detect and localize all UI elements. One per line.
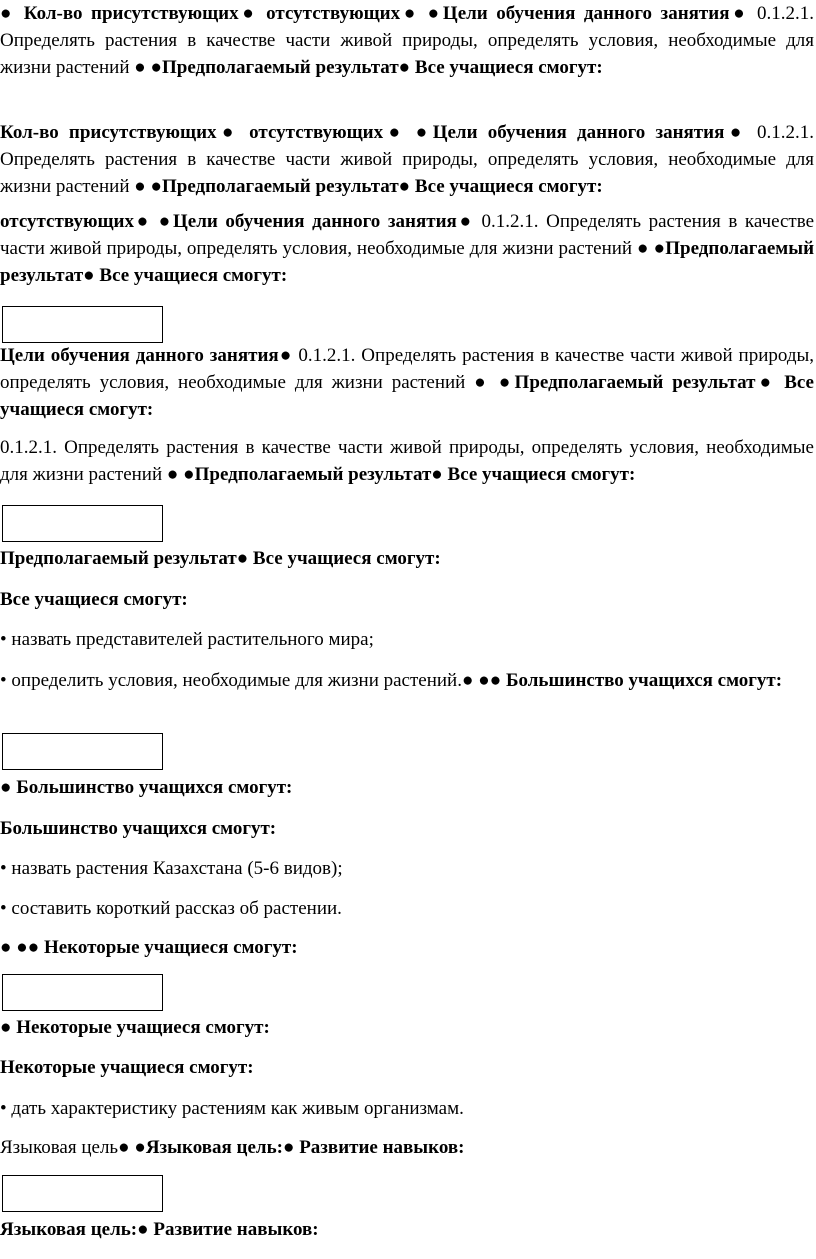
expected-result-label: Предполагаемый результат [194, 464, 432, 485]
language-goal-line [0, 1134, 816, 1161]
all-students-label: Все учащиеся смогут: [414, 176, 603, 197]
objective-text: 0.1.2.1. Определять растения в качестве части живой природы, определять условия, необходимые для жизни растений [0, 345, 815, 393]
bullet-icon: ● [456, 211, 474, 232]
language-goal-plain: Языковая цель [0, 1137, 119, 1158]
language-goal-label: Языковая цель: [0, 1219, 138, 1240]
paragraph-5 [0, 434, 816, 488]
list-item [0, 626, 816, 653]
bullet-icon: ● [637, 238, 649, 259]
bullet-icon: ● [118, 1137, 130, 1158]
bullet-icon: ● [755, 372, 776, 393]
bullet-icon: ● [0, 3, 16, 24]
expected-result-label: Предполагаемый результат [161, 57, 399, 78]
empty-table-cell [2, 733, 163, 770]
bullet-icon: ● [216, 122, 239, 143]
objective-text: 0.1.2.1. Определять растения в качестве части живой природы, определять условия, необходимые для жизни растений [0, 3, 815, 78]
expected-result-label: Предполагаемый результат [514, 372, 756, 393]
bullet-icon: ● [729, 3, 749, 24]
all-students-label: Все учащиеся смогут: [414, 57, 603, 78]
bullet-icon: ● [83, 265, 95, 286]
some-students-heading [0, 1054, 816, 1081]
most-students-heading [0, 815, 816, 842]
learning-objectives-label: Цели обучения данного занятия [173, 211, 457, 232]
learning-objectives-label: Цели обучения данного занятия [442, 3, 730, 24]
bullet-icon: ● [398, 176, 411, 197]
all-students-label: Все учащиеся смогут: [252, 548, 441, 569]
some-students-label: Некоторые учащиеся смогут: [16, 1017, 270, 1038]
empty-table-cell [2, 505, 163, 542]
objective-text: 0.1.2.1. Определять растения в качестве части живой природы, определять условия, необходимые для жизни растений [0, 211, 815, 259]
language-goal-label: Языковая цель: [145, 1137, 283, 1158]
bullet-icon: ● [166, 464, 179, 485]
bullet-icon: ● [0, 777, 12, 798]
most-students-label: Большинство учащихся смогут: [16, 777, 293, 798]
bullet-icon: ● [489, 670, 502, 691]
paragraph-3 [0, 208, 816, 289]
bullet-icon: ● [478, 670, 490, 691]
objective-text: 0.1.2.1. Определять растения в качестве части живой природы, определять условия, необходимые для жизни растений [0, 437, 814, 485]
expected-result-label: Предполагаемый результат [0, 238, 815, 286]
bullet-icon: ● [134, 176, 146, 197]
all-students-label: Все учащиеся смогут: [99, 265, 288, 286]
bullet-icon: ● [0, 937, 12, 958]
absent-label: отсутствующих [249, 122, 384, 143]
empty-table-cell [2, 1175, 163, 1212]
empty-table-cell [2, 974, 163, 1011]
bullet-icon: ● [150, 57, 162, 78]
attendance-label: Кол-во присутствующих [23, 3, 239, 24]
bullet-icon: ● [137, 1219, 149, 1240]
some-students-bullet-heading-2 [0, 1014, 816, 1041]
skills-development-label: Развитие навыков: [299, 1137, 465, 1158]
bullet-icon: ● [134, 57, 146, 78]
bullet-icon: ● [134, 1137, 146, 1158]
paragraph-4 [0, 342, 816, 423]
most-students-bullet-heading [0, 774, 816, 801]
bullet-icon: ● [474, 372, 490, 393]
bullet-icon: ● [236, 548, 249, 569]
expected-result-label: Предполагаемый результат [0, 548, 237, 569]
skills-development-label: Развитие навыков: [153, 1219, 319, 1240]
some-students-label: Некоторые учащиеся смогут: [0, 1057, 254, 1078]
bullet-icon: ● [427, 3, 443, 24]
some-students-item-1: • дать характеристику растениям как живым организмам. [0, 1098, 464, 1119]
paragraph-6 [0, 545, 816, 572]
bullet-icon: ● [498, 372, 515, 393]
all-students-label: Все учащиеся смогут: [0, 589, 188, 610]
most-students-label: Большинство учащихся смогут: [0, 818, 277, 839]
empty-table-cell [2, 306, 163, 343]
objective-text: 0.1.2.1. Определять растения в качестве части живой природы, определять условия, необходимые для жизни растений [0, 122, 814, 197]
bullet-icon: ● [415, 122, 433, 143]
most-students-item-1: • назвать растения Казахстана (5-6 видов); [0, 858, 343, 879]
bullet-icon: ● [158, 211, 174, 232]
attendance-label: Кол-во присутствующих [0, 122, 217, 143]
bullet-icon: ● [150, 176, 162, 197]
all-students-label: Все учащиеся смогут: [0, 372, 814, 420]
absent-label: отсутствующих [0, 211, 134, 232]
paragraph-1 [0, 0, 816, 81]
bullet-icon: ● [278, 345, 293, 366]
list-item [0, 855, 816, 882]
all-students-label: Все учащиеся смогут: [447, 464, 636, 485]
bullet-icon: ● [400, 3, 420, 24]
all-students-item-1: • назвать представителей растительного мира; [0, 629, 374, 650]
bullet-icon: ● [0, 1017, 12, 1038]
most-students-item-2: • составить короткий рассказ об растении. [0, 898, 342, 919]
bullet-icon: ● [398, 57, 411, 78]
bullet-icon: ● [133, 211, 152, 232]
language-goal-heading [0, 1216, 816, 1243]
bullet-icon: ● [238, 3, 258, 24]
bullet-icon: ● [183, 464, 195, 485]
all-students-item-2: • определить условия, необходимые для жизни растений. [0, 670, 462, 691]
learning-objectives-label: Цели обучения данного занятия [432, 122, 725, 143]
bullet-icon: ● [724, 122, 747, 143]
bullet-icon: ● [27, 937, 40, 958]
absent-label: отсутствующих [266, 3, 401, 24]
paragraph-2 [0, 119, 816, 200]
most-students-label: Большинство учащихся смогут: [505, 670, 783, 691]
list-item [0, 1095, 816, 1122]
bullet-icon: ● [16, 937, 28, 958]
list-item [0, 667, 816, 694]
some-students-label: Некоторые учащиеся смогут: [43, 937, 298, 958]
bullet-icon: ● [282, 1137, 295, 1158]
expected-result-label: Предполагаемый результат [161, 176, 399, 197]
bullet-icon: ● [653, 238, 666, 259]
bullet-icon: ● [383, 122, 406, 143]
bullet-icon: ● [431, 464, 443, 485]
list-item [0, 895, 816, 922]
bullet-icon: ● [461, 670, 474, 691]
all-students-heading [0, 586, 816, 613]
learning-objectives-label: Цели обучения данного занятия [0, 345, 279, 366]
some-students-bullet-heading [0, 934, 816, 961]
